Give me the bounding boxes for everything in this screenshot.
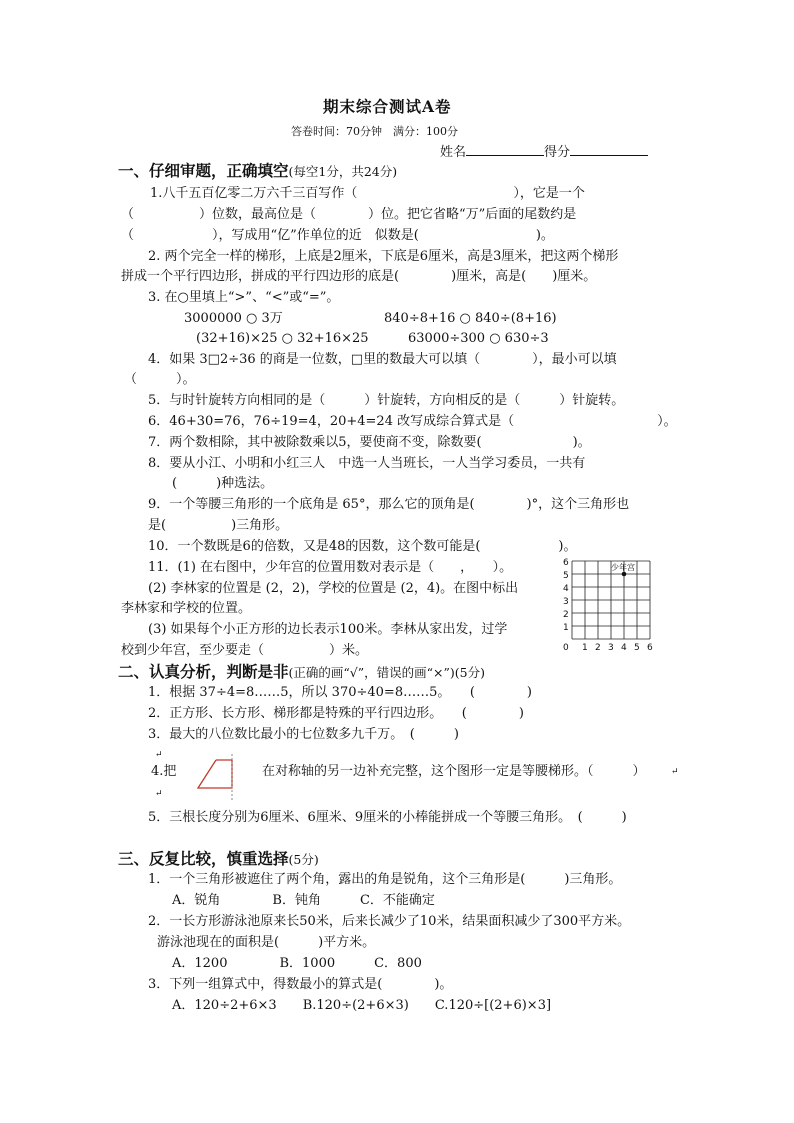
section2-heading <box>118 664 485 681</box>
q3-item-c: (32+16)×25 ○ 32+16×25 <box>196 331 369 346</box>
q1-line2: （ ）位数，最高位是（ ）位。把它省略“万”后面的尾数约是 <box>121 207 577 222</box>
x-label-2: 2 <box>595 643 601 653</box>
q11-part2-line1: (2) 李林家的位置是 (2，2)，学校的位置是 (2，4)。在图中标出 <box>148 581 519 596</box>
q1-line1: 1.八千五百亿零二万六千三百写作（ ），它是一个 <box>150 186 585 201</box>
youth-palace-point <box>622 572 627 577</box>
choice-q3: 3．下列一组算式中，得数最小的算式是( )。 <box>148 977 453 992</box>
half-trapezoid-figure <box>196 752 240 802</box>
section2-title: 二、认真分析，判断是非 <box>118 662 289 681</box>
q10-line: 10．一个数既是6的倍数，又是48的因数，这个数可能是( )。 <box>148 539 577 554</box>
q2-line1: 2. 两个完全一样的梯形，上底是2厘米，下底是6厘米，高是3厘米，把这两个梯形 <box>148 249 619 264</box>
section2-note: (正确的画“√”，错误的画“×”)(5分) <box>288 665 485 680</box>
y-label-4: 4 <box>563 584 569 594</box>
q3-line: 3. 在○里填上“>”、“<”或“=”。 <box>148 290 340 305</box>
x-label-0: 0 <box>563 643 569 653</box>
name-score-line <box>440 143 648 161</box>
q4-line1: 4．如果 3□2÷36 的商是一位数，□里的数最大可以填（ ），最小可以填 <box>148 352 617 367</box>
choice-q2-options: A．1200 B．1000 C．800 <box>172 956 422 971</box>
q7-line: 7．两个数相除，其中被除数乘以5，要使商不变，除数要( )。 <box>148 435 591 450</box>
q9-line2: 是( )三角形。 <box>148 518 289 533</box>
q3-item-b: 840÷8+16 ○ 840÷(8+16) <box>384 311 557 326</box>
q11-part3-line1: (3) 如果每个小正方形的边长表示100米。李林从家出发，过学 <box>148 622 508 637</box>
choice-q1: 1．一个三角形被遮住了两个角，露出的角是锐角，这个三角形是( )三角形。 <box>148 872 622 887</box>
x-label-3: 3 <box>608 643 614 653</box>
name-label: 姓名 <box>440 145 467 160</box>
q8-line1: 8．要从小江、小明和小红三人 中选一人当班长，一人当学习委员，一共有 <box>148 456 586 471</box>
x-label-5: 5 <box>634 643 640 653</box>
judge-q1: 1．根据 37÷4=8……5，所以 370÷40=8……5。 ( ) <box>148 685 533 700</box>
section3-note: (5分) <box>288 852 319 867</box>
judge-q5: 5．三根长度分别为6厘米、6厘米、9厘米的小棒能拼成一个等腰三角形。 ( ) <box>148 810 627 825</box>
return-mark: ↵ <box>155 789 163 799</box>
y-label-6: 6 <box>563 558 569 568</box>
q11-part2-line2: 李林家和学校的位置。 <box>121 601 252 616</box>
y-label-2: 2 <box>563 610 569 620</box>
x-label-1: 1 <box>582 643 588 653</box>
q3-item-a: 3000000 ○ 3万 <box>184 311 283 326</box>
judge-q4-text: 在对称轴的另一边补充完整，这个图形一定是等腰梯形。（ ） <box>262 764 646 779</box>
q3-item-d: 63000÷300 ○ 630÷3 <box>408 331 549 346</box>
exam-info: 答卷时间：70分钟 满分：100分 <box>291 125 458 138</box>
choice-q2: 2．一长方形游泳池原来长50米，后来长减少了10米，结果面积减少了300平方米。 <box>148 914 631 929</box>
half-trapezoid-shape <box>198 760 232 788</box>
section1-heading <box>118 163 397 180</box>
q9-line1: 9．一个等腰三角形的一个底角是 65°，那么它的顶角是( )°，这个三角形也 <box>148 497 630 512</box>
name-blank[interactable] <box>466 143 544 156</box>
section1-title: 一、仔细审题，正确填空 <box>118 161 289 180</box>
judge-q3: 3．最大的八位数比最小的七位数多九千万。 ( ) <box>148 727 459 742</box>
y-label-3: 3 <box>563 597 569 607</box>
q11-part3-line2: 校到少年宫，至少要走（ ）米。 <box>121 643 369 658</box>
q8-line2: ( )种选法。 <box>172 476 274 491</box>
score-label: 得分 <box>544 145 571 160</box>
return-mark: ↵ <box>155 750 163 760</box>
choice-q3-options: A．120÷2+6×3 B.120÷(2+6×3) C.120÷[(2+6)×3] <box>172 998 552 1013</box>
y-label-1: 1 <box>563 623 569 633</box>
grid-lines <box>572 561 650 639</box>
section1-note: (每空1分，共24分) <box>288 164 398 179</box>
score-blank[interactable] <box>570 143 648 156</box>
q6-line: 6．46+30=76，76÷19=4，20+4=24 改写成综合算式是（ ）。 <box>148 414 677 429</box>
section3-heading <box>118 851 319 868</box>
youth-palace-label: 少年宫 <box>611 563 635 572</box>
y-label-5: 5 <box>563 571 569 581</box>
choice-q2-cont: 游泳池现在的面积是( )平方米。 <box>157 935 376 950</box>
coordinate-grid <box>560 557 656 653</box>
judge-q4-prefix: 4.把 <box>151 764 177 779</box>
page-title: 期末综合测试A卷 <box>323 97 452 116</box>
judge-q2: 2．正方形、长方形、梯形都是特殊的平行四边形。 ( ) <box>148 706 524 721</box>
return-mark: ↵ <box>671 767 679 777</box>
q1-line3: （ ），写成用“亿”作单位的近 似数是( )。 <box>121 228 554 243</box>
section3-title: 三、反复比较，慎重选择 <box>118 849 289 868</box>
q2-line2: 拼成一个平行四边形，拼成的平行四边形的底是( )厘米，高是( )厘米。 <box>121 269 597 284</box>
x-label-4: 4 <box>621 643 627 653</box>
q11-part1: 11．(1) 在右图中，少年宫的位置用数对表示是（ ， ）。 <box>148 560 513 575</box>
x-label-6: 6 <box>647 643 653 653</box>
choice-q1-options: A．锐角 B．钝角 C．不能确定 <box>172 893 435 908</box>
q4-line2: （ ）。 <box>124 372 196 387</box>
q5-line: 5．与时针旋转方向相同的是（ ）针旋转，方向相反的是（ ）针旋转。 <box>148 393 625 408</box>
